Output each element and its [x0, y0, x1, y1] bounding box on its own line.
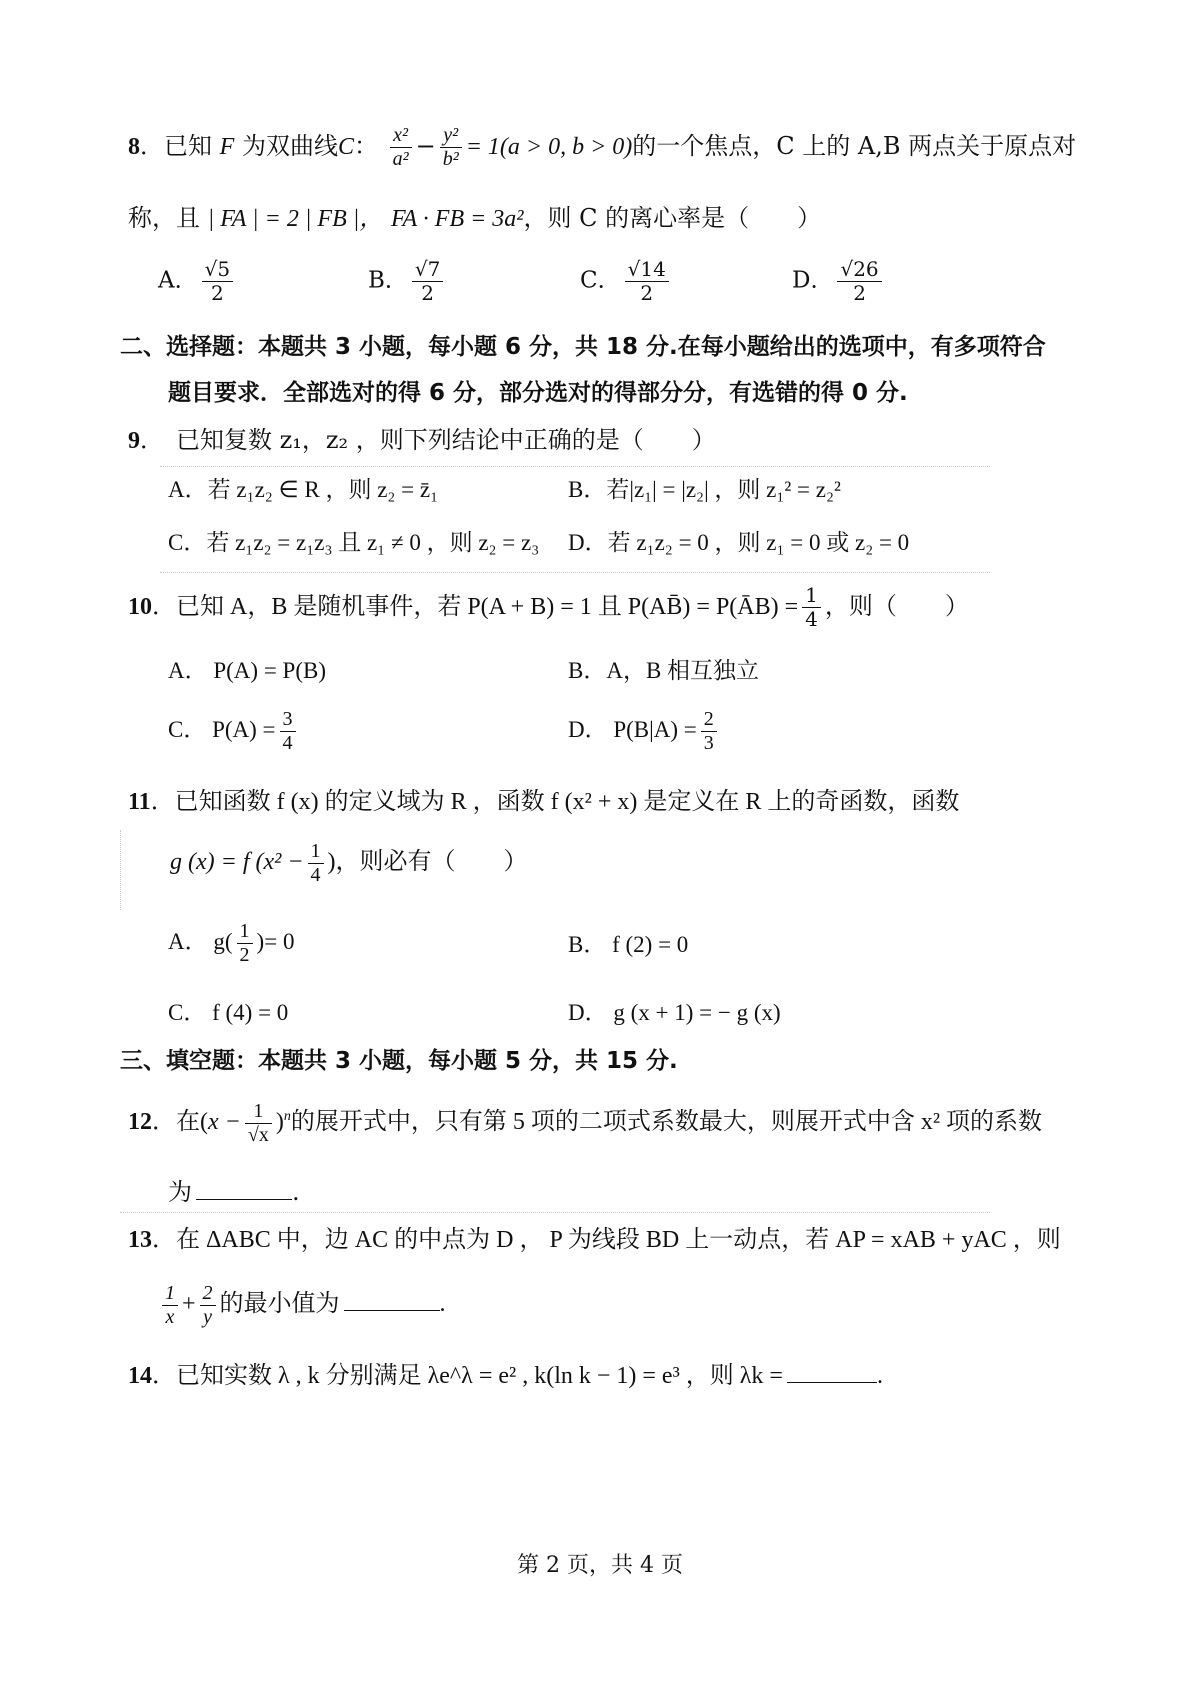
hyperbola-frac-y: $\frac{\text{y²}}{\text{b²}}$ — [440, 124, 462, 171]
answer-blank[interactable] — [787, 1364, 877, 1383]
q9-option-c: C．若 z₁z₂ = z₁z₃ 且 z₁ ≠ 0 ，则 z₂ = z₃ — [168, 530, 540, 555]
q10-stem-end: ，则（ ） — [824, 592, 969, 620]
q8-text: 为双曲线 — [241, 132, 338, 160]
hyperbola-frac-x: $\frac{\text{x²}}{\text{a²}}$ — [390, 124, 412, 171]
q9-option-b: B．若|z₁| = |z₂| ，则 z₁² = z₂² — [568, 477, 841, 502]
q8-text: C 上的 A,B 两点关于原点对 — [776, 132, 1077, 160]
section-2-heading-line2: 题目要求．全部选对的得 6 分，部分选对的得部分分，有选错的得 0 分. — [168, 380, 908, 406]
q8-option-b: B． $\frac{√7}{2}$ — [368, 258, 447, 305]
question-number: 10 — [128, 594, 152, 620]
q8-text: ．已知 — [140, 132, 212, 160]
q11-option-a: A． g( $\frac{1}{2}$ )= 0 — [168, 920, 295, 966]
section-3-heading: 三、填空题：本题共 3 小题，每小题 5 分，共 15 分. — [120, 1048, 678, 1074]
question-14: 14．已知实数 λ , k 分别满足 λe^λ = e² , k(ln k − 1) = e³ ，则 λk = . — [128, 1363, 883, 1389]
divider — [160, 572, 990, 573]
q8-C: C — [337, 134, 354, 160]
question-13 — [128, 1224, 1086, 1256]
answer-blank[interactable] — [344, 1292, 440, 1311]
question-number: 8 — [128, 134, 140, 160]
q8-text: 称，且 — [128, 204, 200, 232]
question-11 — [128, 786, 1086, 818]
divider — [120, 1212, 990, 1213]
question-8: 8．已知 F 为双曲线C： $\frac{\text{x²}}{\text{a²}}$ − $\frac{\text{y²}}{\text{b²}}$ = 1(a > 0, b > 0)的一个焦点，C 上的 A,B 两点关于原点对 — [128, 124, 1077, 170]
q9-stem: ． 已知复数 z₁，z₂ ，则下列结论中正确的是（ ） — [140, 426, 716, 454]
q10-option-a: A． P(A) = P(B) — [168, 658, 327, 683]
question-number: 13 — [128, 1227, 152, 1253]
q10-stem: ．已知 A，B 是随机事件，若 P(A + B) = 1 且 P(AB̄) = P(ĀB) = — [152, 594, 799, 620]
q11-option-c: C． f (4) = 0 — [168, 1000, 289, 1025]
q12-line2: 为 . — [168, 1178, 300, 1206]
q8-F: F — [219, 134, 235, 160]
q8-option-c: C． $\frac{√14}{2}$ — [580, 258, 673, 305]
question-number: 14 — [128, 1363, 152, 1389]
question-number: 11 — [128, 789, 151, 815]
q9-option-a: A．若 z₁z₂ ∈ R ，则 z₂ = z̄₁ — [168, 477, 439, 502]
answer-blank[interactable] — [196, 1181, 292, 1200]
q9-option-d: D．若 z₁z₂ = 0 ，则 z₁ = 0 或 z₂ = 0 — [568, 530, 910, 555]
q11-line2: g (x) = f (x² − $\frac{1}{4}$ )，则必有（ ） — [170, 840, 528, 886]
question-12: 12．在(x − $\frac{1}{√x}$ )$^n$的展开式中，只有第 5 项的二项式系数最大，则展开式中含 x² 项的系数 — [128, 1100, 1043, 1146]
q8-text: ，则 C 的离心率是（ ） — [523, 204, 822, 232]
question-10: 10．已知 A，B 是随机事件，若 P(A + B) = 1 且 P(AB̄) = P(ĀB) = $\frac{1}{4}$ ，则（ ） — [128, 583, 969, 631]
q14-text: ．已知实数 λ , k 分别满足 λe^λ = e² , k(ln k − 1) = e³ ，则 λk = — [152, 1363, 783, 1389]
q10-option-c: C． P(A) = $\frac{3}{4}$ — [168, 708, 300, 755]
q8-text: 的一个焦点， — [632, 132, 777, 160]
q8-colon: ： — [353, 132, 378, 160]
q10-option-d: D． P(B|A) = $\frac{2}{3}$ — [568, 708, 721, 755]
section-2-heading: 二、选择题：本题共 3 小题，每小题 6 分，共 18 分.在每小题给出的选项中，有多项符合 — [120, 334, 1046, 360]
q10-option-b: B．A，B 相互独立 — [568, 658, 760, 683]
q8-condition-1: | FA | = 2 | FB |， — [207, 206, 384, 232]
question-number: 9 — [128, 428, 140, 454]
q8-option-a: A． $\frac{√5}{2}$ — [158, 258, 237, 305]
hyperbola-tail: = 1(a > 0, b > 0) — [465, 134, 633, 160]
page-footer: 第 2 页，共 4 页 — [517, 1553, 683, 1578]
q11-stem: ．已知函数 f (x) 的定义域为 R ，函数 f (x² + x) 是定义在 R 上的奇函数，函数 — [150, 789, 960, 815]
divider — [120, 830, 121, 910]
q11-option-d: D． g (x + 1) = − g (x) — [568, 1000, 781, 1025]
q11-option-b: B． f (2) = 0 — [568, 932, 689, 957]
q12-text: 的展开式中，只有第 5 项的二项式系数最大，则展开式中含 x² 项的系数 — [290, 1109, 1043, 1136]
question-8-line2 — [128, 202, 1086, 235]
q8-option-d: D． $\frac{√26}{2}$ — [792, 258, 886, 305]
q13-line2: $\frac{1}{x}$ + $\frac{2}{y}$ 的最小值为 . — [158, 1282, 658, 1329]
question-9 — [128, 424, 1086, 457]
q8-condition-2: FA · FB = 3a² — [390, 206, 524, 232]
q13-text: ．在 ΔABC 中，边 AC 的中点为 D ， P 为线段 BD 上一动点，若 AP = xAB + yAC ，则 — [152, 1227, 1061, 1253]
question-number: 12 — [128, 1109, 152, 1136]
divider — [160, 466, 990, 467]
